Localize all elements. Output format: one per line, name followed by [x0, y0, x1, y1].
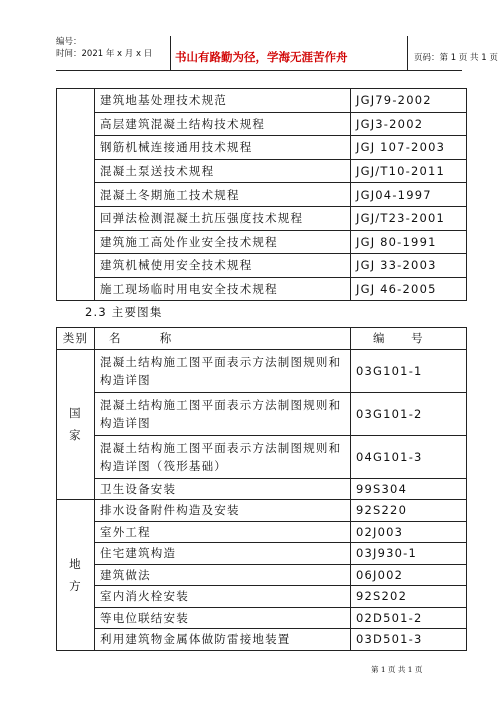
atlas-code: 99S304: [351, 478, 467, 500]
standard-row: [57, 230, 467, 254]
standard-name: 建筑机械使用安全技术规程: [95, 254, 351, 278]
atlas-row: [57, 500, 467, 522]
standard-name: 施工现场临时用电安全技术规程: [95, 277, 351, 301]
atlas-row: [57, 349, 467, 392]
atlas-name: 混凝土结构施工图平面表示方法制图规则和构造详图: [95, 392, 351, 435]
atlas-row: [57, 629, 467, 651]
standard-name: 混凝土泵送技术规程: [95, 159, 351, 183]
standard-row: [57, 254, 467, 278]
standard-name: 高层建筑混凝土结构技术规程: [95, 112, 351, 136]
atlas-code: 03J930-1: [351, 543, 467, 565]
standard-row: [57, 277, 467, 301]
standard-row: [57, 183, 467, 207]
atlas-name: 建筑做法: [95, 564, 351, 586]
header-code: 编 号: [351, 328, 467, 350]
page-number: 第 1 页 共 1 页: [371, 665, 423, 674]
standard-code: JGJ04-1997: [351, 183, 467, 207]
atlas-code: 03G101-1: [351, 349, 467, 392]
header-category: 类别: [57, 328, 95, 350]
national-category-cell: [57, 349, 95, 500]
standard-name: 建筑施工高处作业安全技术规程: [95, 230, 351, 254]
atlas-row: [57, 521, 467, 543]
atlas-name: 利用建筑物金属体做防雷接地装置: [95, 629, 351, 651]
standard-row: [57, 136, 467, 160]
standard-code: JGJ 33-2003: [351, 254, 467, 278]
standard-code: JGJ3-2002: [351, 112, 467, 136]
atlas-table: [56, 327, 467, 651]
local-category-label: 地方: [69, 556, 82, 593]
atlas-name: 室外工程: [95, 521, 351, 543]
standard-row: [57, 112, 467, 136]
standard-row: [57, 89, 467, 113]
header-name: 名 称: [95, 328, 351, 350]
page-header: [56, 36, 498, 71]
atlas-code: 92S202: [351, 586, 467, 608]
atlas-code: 03G101-2: [351, 392, 467, 435]
atlas-header-row: [57, 328, 467, 350]
local-category-cell: [57, 500, 95, 651]
atlas-code: 92S220: [351, 500, 467, 522]
standard-name: 回弹法检测混凝土抗压强度技术规程: [95, 206, 351, 230]
atlas-code: 02J003: [351, 521, 467, 543]
national-category-label: 国家: [69, 406, 82, 443]
atlas-code: 02D501-2: [351, 607, 467, 629]
standard-name: 钢筋机械连接通用技术规程: [95, 136, 351, 160]
atlas-name: 混凝土结构施工图平面表示方法制图规则和构造详图（筏形基础）: [95, 435, 351, 478]
atlas-row: [57, 392, 467, 435]
atlas-code: 03D501-3: [351, 629, 467, 651]
standard-code: JGJ 107-2003: [351, 136, 467, 160]
atlas-name: 住宅建筑构造: [95, 543, 351, 565]
standard-code: JGJ 80-1991: [351, 230, 467, 254]
atlas-row: [57, 435, 467, 478]
atlas-name: 卫生设备安装: [95, 478, 351, 500]
atlas-name: 混凝土结构施工图平面表示方法制图规则和构造详图: [95, 349, 351, 392]
atlas-name: 室内消火栓安装: [95, 586, 351, 608]
page-label: 页码：第 1 页 共 1 页: [414, 53, 498, 63]
atlas-row: [57, 607, 467, 629]
atlas-row: [57, 586, 467, 608]
standard-code: JGJ 46-2005: [351, 277, 467, 301]
standard-code: JGJ/T23-2001: [351, 206, 467, 230]
header-motto-cell: [170, 36, 408, 70]
standards-table: [56, 88, 467, 301]
atlas-name: 排水设备附件构造及安装: [95, 500, 351, 522]
standard-code: JGJ/T10-2011: [351, 159, 467, 183]
standard-row: [57, 159, 467, 183]
number-label: 编号：: [56, 37, 82, 47]
motto: 书山有路勤为径，学海无涯苦作舟: [175, 50, 348, 64]
standard-row: [57, 206, 467, 230]
atlas-row: [57, 564, 467, 586]
standard-code: JGJ79-2002: [351, 89, 467, 113]
atlas-name: 等电位联结安装: [95, 607, 351, 629]
standard-name: 建筑地基处理技术规范: [95, 89, 351, 113]
section-title: 2.3 主要图集: [85, 305, 163, 319]
standard-name: 混凝土冬期施工技术规程: [95, 183, 351, 207]
time-label: 时间：2021 年 x 月 x 日: [56, 49, 153, 59]
atlas-code: 04G101-3: [351, 435, 467, 478]
header-left: [56, 36, 152, 60]
atlas-row: [57, 543, 467, 565]
atlas-code: 06J002: [351, 564, 467, 586]
blank-cell: [57, 89, 95, 301]
atlas-row: [57, 478, 467, 500]
